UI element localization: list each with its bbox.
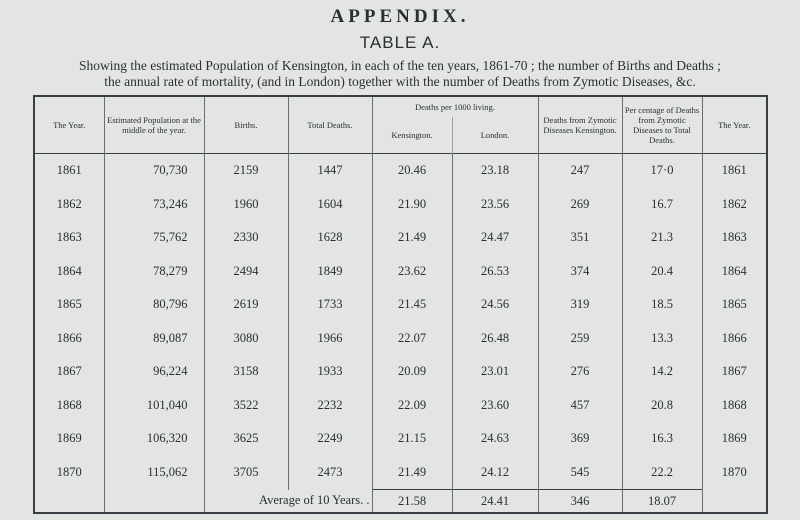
- header-births: Births.: [204, 96, 288, 154]
- cell-kensington: 22.09: [372, 389, 452, 423]
- cell-population: 106,320: [104, 422, 204, 456]
- table-row: [34, 456, 767, 490]
- caption-line-2: the annual rate of mortality, (and in London) together with the number of Deaths from Zymotic Diseases, &c.: [104, 74, 696, 89]
- cell-zymotic: 319: [538, 288, 622, 322]
- avg-blank: [702, 490, 767, 514]
- cell-london: 26.48: [452, 322, 538, 356]
- cell-london: 24.47: [452, 221, 538, 255]
- cell-population: 89,087: [104, 322, 204, 356]
- avg-percentage: 18.07: [622, 490, 702, 514]
- avg-kensington: 21.58: [372, 490, 452, 514]
- cell-total-deaths: 1933: [288, 355, 372, 389]
- avg-blank: [34, 490, 104, 514]
- cell-percentage: 16.7: [622, 188, 702, 222]
- cell-london: 23.01: [452, 355, 538, 389]
- cell-year: 1864: [56, 263, 82, 278]
- cell-kensington: 23.62: [372, 255, 452, 289]
- cell-total-deaths: 1966: [288, 322, 372, 356]
- cell-population: 78,279: [104, 255, 204, 289]
- table-row: [34, 422, 767, 456]
- cell-year: 1869: [56, 431, 82, 446]
- table-row: [34, 288, 767, 322]
- header-kensington: Kensington.: [372, 117, 452, 154]
- cell-births: 3522: [204, 389, 288, 423]
- table-row: [34, 389, 767, 423]
- cell-london: 24.12: [452, 456, 538, 490]
- cell-population: 96,224: [104, 355, 204, 389]
- caption-line-1: Showing the estimated Population of Kensington, in each of the ten years, 1861-70 ; the number of Births and Deaths ;: [79, 58, 721, 73]
- cell-year-right: 1862: [702, 188, 767, 222]
- cell-year: 1865: [56, 297, 82, 312]
- cell-year-right: 1869: [702, 422, 767, 456]
- cell-zymotic: 276: [538, 355, 622, 389]
- cell-population: 75,762: [104, 221, 204, 255]
- table-label: TABLE A.: [359, 33, 441, 52]
- cell-percentage: 20.8: [622, 389, 702, 423]
- cell-kensington: 21.49: [372, 456, 452, 490]
- cell-london: 23.18: [452, 154, 538, 188]
- cell-london: 23.56: [452, 188, 538, 222]
- cell-london: 24.56: [452, 288, 538, 322]
- table-row: [34, 221, 767, 255]
- cell-zymotic: 247: [538, 154, 622, 188]
- cell-births: 2159: [204, 154, 288, 188]
- appendix-heading: APPENDIX.: [330, 6, 470, 27]
- cell-percentage: 17·0: [622, 154, 702, 188]
- cell-zymotic: 269: [538, 188, 622, 222]
- mortality-table: [33, 95, 768, 514]
- cell-year: 1866: [56, 330, 82, 345]
- avg-zymotic: 346: [538, 490, 622, 514]
- cell-percentage: 18.5: [622, 288, 702, 322]
- cell-kensington: 21.90: [372, 188, 452, 222]
- cell-year: 1861: [34, 154, 104, 188]
- cell-births: 3625: [204, 422, 288, 456]
- table-row: [34, 188, 767, 222]
- cell-total-deaths: 1733: [288, 288, 372, 322]
- header-deaths-per-1000: Deaths per 1000 living.: [372, 96, 538, 117]
- cell-year-right: 1868: [702, 389, 767, 423]
- cell-population: 80,796: [104, 288, 204, 322]
- cell-percentage: 14.2: [622, 355, 702, 389]
- cell-births: 3158: [204, 355, 288, 389]
- cell-year: 1870: [56, 465, 82, 479]
- cell-percentage: 22.2: [622, 456, 702, 490]
- cell-year-right: 1865: [702, 288, 767, 322]
- cell-zymotic: 545: [538, 456, 622, 490]
- header-year: The Year.: [53, 120, 86, 130]
- cell-total-deaths: 2249: [288, 422, 372, 456]
- header-population: Estimated Population at the middle of the year.: [104, 96, 204, 154]
- cell-births: 1960: [204, 188, 288, 222]
- cell-year-right: 1866: [702, 322, 767, 356]
- cell-year-right: 1867: [702, 355, 767, 389]
- cell-percentage: 13.3: [622, 322, 702, 356]
- cell-total-deaths: 1628: [288, 221, 372, 255]
- cell-zymotic: 374: [538, 255, 622, 289]
- cell-zymotic: 369: [538, 422, 622, 456]
- cell-year: 1867: [56, 364, 82, 379]
- header-zymotic: Deaths from Zymotic Diseases Kensington.: [538, 96, 622, 154]
- cell-london: 24.63: [452, 422, 538, 456]
- cell-kensington: 20.09: [372, 355, 452, 389]
- header-total-deaths: Total Deaths.: [288, 96, 372, 154]
- header-percentage: Per centage of Deaths from Zymotic Diseases to Total Deaths.: [622, 96, 702, 154]
- cell-births: 2619: [204, 288, 288, 322]
- cell-london: 26.53: [452, 255, 538, 289]
- cell-kensington: 21.45: [372, 288, 452, 322]
- avg-london: 24.41: [452, 490, 538, 514]
- cell-population: 73,246: [104, 188, 204, 222]
- header-london: London.: [452, 117, 538, 154]
- cell-population: 115,062: [104, 456, 204, 490]
- cell-births: 3080: [204, 322, 288, 356]
- cell-year-right: 1863: [702, 221, 767, 255]
- table-row: [34, 255, 767, 289]
- cell-year: 1863: [56, 230, 82, 245]
- cell-births: 2494: [204, 255, 288, 289]
- cell-zymotic: 259: [538, 322, 622, 356]
- cell-year-right: 1870: [702, 456, 767, 490]
- cell-total-deaths: 2232: [288, 389, 372, 423]
- cell-total-deaths: 1849: [288, 255, 372, 289]
- table-row: [34, 322, 767, 356]
- cell-births: 2330: [204, 221, 288, 255]
- cell-london: 23.60: [452, 389, 538, 423]
- table-row: [34, 355, 767, 389]
- cell-kensington: 21.49: [372, 221, 452, 255]
- cell-total-deaths: 2473: [288, 456, 372, 490]
- cell-percentage: 20.4: [622, 255, 702, 289]
- cell-percentage: 21.3: [622, 221, 702, 255]
- average-row: [34, 490, 767, 514]
- average-label: Average of 10 Years. .: [204, 490, 372, 514]
- cell-kensington: 21.15: [372, 422, 452, 456]
- cell-total-deaths: 1604: [288, 188, 372, 222]
- cell-kensington: 22.07: [372, 322, 452, 356]
- cell-births: 3705: [204, 456, 288, 490]
- cell-year-right: 1861: [702, 154, 767, 188]
- avg-blank: [104, 490, 204, 514]
- table-caption: [40, 58, 760, 90]
- cell-total-deaths: 1447: [288, 154, 372, 188]
- cell-zymotic: 457: [538, 389, 622, 423]
- cell-population: 70,730: [104, 154, 204, 188]
- cell-year: 1868: [56, 397, 82, 412]
- cell-zymotic: 351: [538, 221, 622, 255]
- cell-population: 101,040: [104, 389, 204, 423]
- table-row: [34, 154, 767, 188]
- cell-year: 1862: [56, 196, 82, 211]
- cell-year-right: 1864: [702, 255, 767, 289]
- header-year-right: The Year.: [702, 96, 767, 154]
- cell-kensington: 20.46: [372, 154, 452, 188]
- cell-percentage: 16.3: [622, 422, 702, 456]
